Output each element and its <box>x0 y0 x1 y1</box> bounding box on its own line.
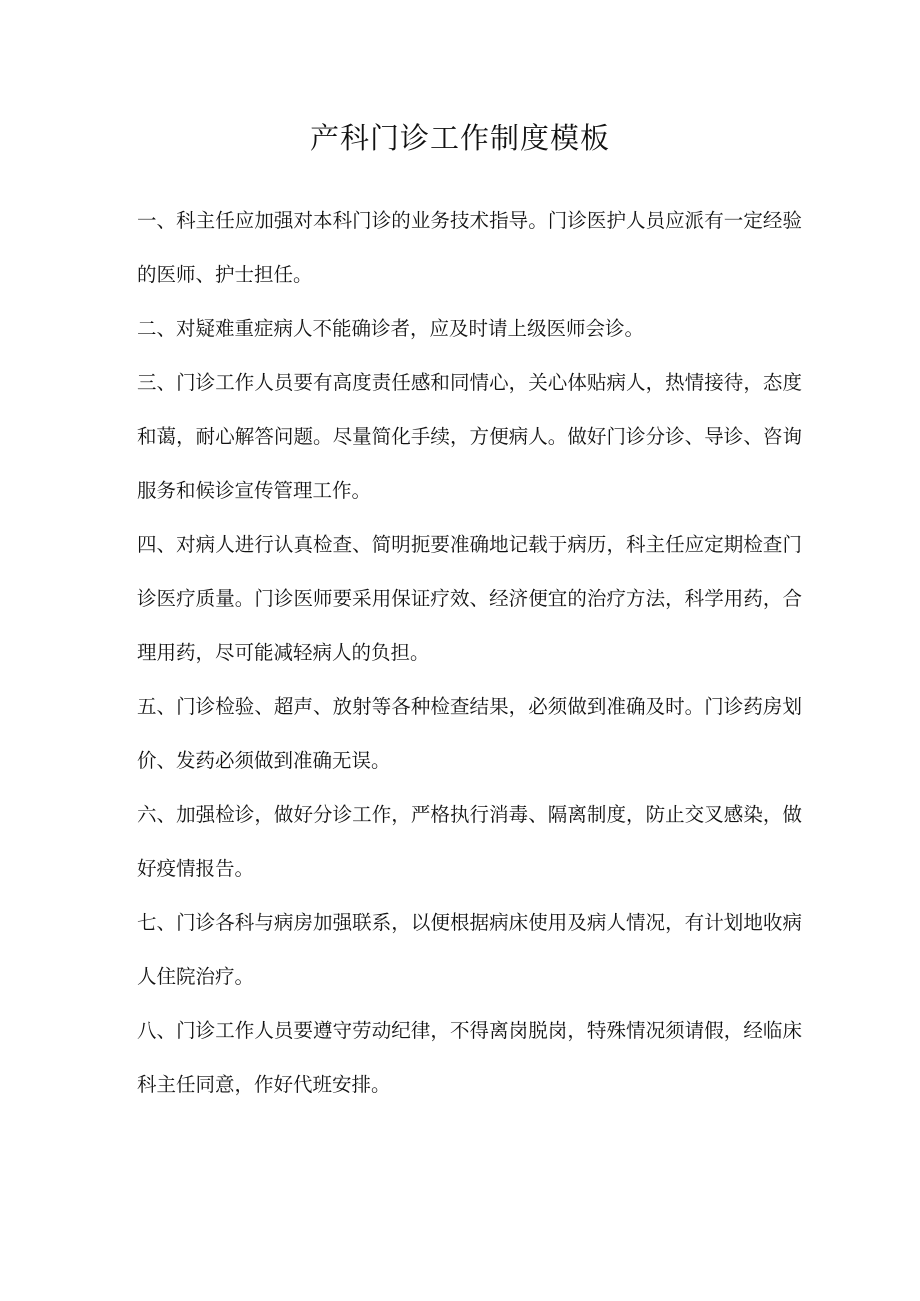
paragraph-8: 八、门诊工作人员要遵守劳动纪律，不得离岗脱岗，特殊情况须请假，经临床科主任同意，作好代班安排。 <box>137 1019 802 1096</box>
document-body <box>137 194 802 1112</box>
paragraph-3: 三、门诊工作人员要有高度责任感和同情心，关心体贴病人，热情接待，态度和蔼，耐心解答问题。尽量简化手续，方便病人。做好门诊分诊、导诊、咨询服务和候诊宣传管理工作。 <box>137 371 802 502</box>
paragraph-4: 四、对病人进行认真检查、简明扼要准确地记载于病历，科主任应定期检查门诊医疗质量。门诊医师要采用保证疗效、经济便宜的治疗方法，科学用药，合理用药，尽可能减轻病人的负担。 <box>137 533 802 664</box>
paragraph-6: 六、加强检诊，做好分诊工作，严格执行消毒、隔离制度，防止交叉感染，做好疫情报告。 <box>137 803 802 880</box>
paragraph-1: 一、科主任应加强对本科门诊的业务技术指导。门诊医护人员应派有一定经验的医师、护士担任。 <box>137 209 802 286</box>
paragraph-7: 七、门诊各科与病房加强联系，以便根据病床使用及病人情况，有计划地收病人住院治疗。 <box>137 911 802 988</box>
paragraph-2: 二、对疑难重症病人不能确诊者，应及时请上级医师会诊。 <box>137 317 645 340</box>
page-title: 产科门诊工作制度模板 <box>309 121 610 155</box>
paragraph-5: 五、门诊检验、超声、放射等各种检查结果，必须做到准确及时。门诊药房划价、发药必须做到准确无误。 <box>137 695 802 772</box>
